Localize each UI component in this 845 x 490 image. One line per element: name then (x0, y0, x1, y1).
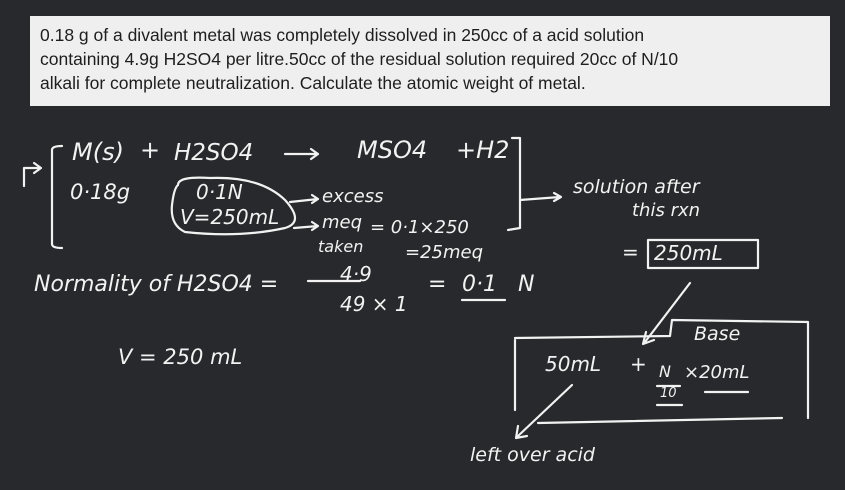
down-arrow-icon (643, 283, 690, 344)
corner-arrow-icon (24, 163, 41, 186)
volume-line: V = 250 mL (118, 345, 243, 369)
question-line-3: alkali for complete neutralization. Calculate the atomic weight of metal. (40, 73, 586, 93)
reaction-arrow-icon (285, 149, 318, 159)
normality-unit: N (518, 272, 535, 297)
normality-numerator: 4·9 (340, 262, 372, 286)
reaction-plus: + (140, 136, 161, 164)
meq-label: meq (322, 212, 363, 233)
reaction-product: MSO4 (357, 136, 428, 164)
excess-arrow-icon (290, 195, 318, 203)
solution-volume: 250mL (654, 241, 723, 265)
base-label: Base (694, 323, 741, 345)
titration-base-normality: N (659, 362, 671, 381)
meq-arrow-icon (294, 222, 318, 230)
normality-equals: = (428, 272, 447, 297)
reaction-metal: M(s) (72, 138, 124, 166)
left-bracket (52, 146, 62, 248)
excess-label: excess (322, 186, 384, 207)
titration-acid: 50mL (545, 352, 602, 376)
this-reaction-label: this rxn (632, 200, 701, 221)
titration-base-volume: ×20mL (684, 362, 750, 383)
normality-denominator: 49 × 1 (340, 292, 408, 316)
reaction-acid: H2SO4 (174, 140, 254, 166)
acid-normality: 0·1N (196, 180, 243, 204)
reaction-hydrogen: +H2 (456, 136, 510, 164)
solution-after-label: solution after (573, 176, 700, 198)
metal-mass: 0·18g (70, 180, 131, 204)
normality-label: Normality of H2SO4 = (34, 272, 279, 297)
right-bracket (508, 138, 520, 230)
taken-label: taken (318, 237, 364, 256)
meq-result: =25meq (405, 242, 484, 263)
question-line-2: containing 4.9g H2SO4 per litre.50cc of the residual solution required 20cc of N/10 (40, 49, 679, 69)
acid-volume: V=250mL (180, 205, 280, 229)
meq-calc: = 0·1×250 (370, 217, 469, 238)
leftover-acid-label: left over acid (470, 444, 595, 466)
titration-plus: + (630, 352, 647, 376)
titration-base-denominator: 10 (660, 386, 677, 401)
solution-volume-equals: = (622, 240, 639, 264)
normality-result: 0·1 (462, 272, 497, 297)
leftover-arrow-icon (516, 385, 572, 438)
solution-arrow-icon (520, 193, 561, 201)
question-line-1: 0.18 g of a divalent metal was completely dissolved in 250cc of a acid solution (40, 25, 645, 45)
